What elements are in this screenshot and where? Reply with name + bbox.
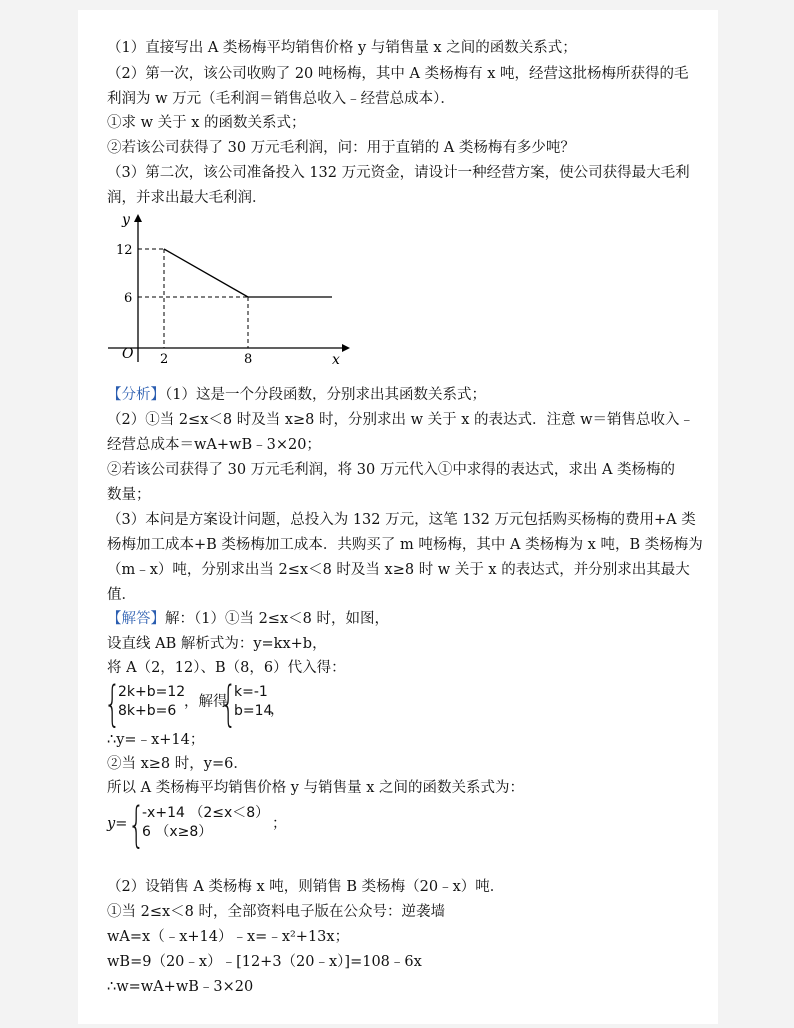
tick-label-x-2: 2 [160, 352, 169, 367]
tick-label-x-8: 8 [244, 352, 253, 367]
piecewise-y: y= [107, 816, 128, 832]
analysis-line-6: （3）本问是方案设计问题，总投入为 132 万元，这笔 132 万元包括购买杨梅的费用+A 类 [107, 512, 696, 528]
tick-label-y-12: 12 [116, 243, 133, 258]
analysis-text-1: （1）这是一个分段函数，分别求出其函数关系式； [165, 387, 486, 403]
left-brace-icon: { [104, 676, 121, 732]
solution-text-1: 解：（1）①当 2≤x＜8 时，如图， [165, 611, 389, 627]
equation-system-1 [118, 683, 185, 721]
equation-1b: 8k+b=6 [118, 703, 177, 719]
analysis-line-3: 经营总成本＝wA+wB﹣3×20； [107, 437, 321, 453]
question-2-part-2: ②若该公司获得了 30 万元毛利润，问：用于直销的 A 类杨梅有多少吨？ [107, 140, 575, 156]
solution-line-6: 所以 A 类杨梅平均销售价格 y 与销售量 x 之间的函数关系式为： [107, 780, 524, 796]
piecewise-case-2: 6 （x≥8） [142, 824, 213, 840]
solve-word: ，解得 [184, 694, 228, 710]
solution-line-2: 设直线 AB 解析式为：y=kx+b， [107, 636, 327, 652]
analysis-line-1 [107, 385, 486, 405]
y-axis-arrow-icon [134, 214, 142, 222]
part-2-line-3: wA=x（﹣x+14）﹣x=﹣x²+13x； [107, 929, 350, 945]
x-axis-arrow-icon [342, 344, 350, 352]
question-2-part-1: ①求 w 关于 x 的函数关系式； [107, 115, 306, 131]
left-brace-icon: { [128, 797, 145, 853]
solution-line-1 [107, 609, 389, 629]
left-brace-icon: { [220, 676, 237, 732]
origin-label: O [122, 346, 134, 362]
question-2-line-2: 利润为 w 万元（毛利润＝销售总收入﹣经营总成本）． [107, 91, 455, 107]
question-1: （1）直接写出 A 类杨梅平均销售价格 y 与销售量 x 之间的函数关系式； [107, 40, 577, 56]
piecewise-function [142, 804, 269, 842]
question-2-line-1: （2）第一次，该公司收购了 20 吨杨梅，其中 A 类杨梅有 x 吨，经营这批杨梅所获得的毛 [107, 66, 689, 82]
x-axis-label: x [332, 352, 340, 368]
part-2-line-4: wB=9（20﹣x）﹣[12+3（20﹣x）]=108﹣6x [107, 954, 422, 970]
question-3-line-1: （3）第二次，该公司准备投入 132 万元资金，请设计一种经营方案，使公司获得最大毛利 [107, 165, 690, 181]
analysis-line-4: ②若该公司获得了 30 万元毛利润，将 30 万元代入①中求得的表达式，求出 A 类杨梅的 [107, 462, 676, 478]
segment-ab [164, 249, 248, 297]
piecewise-case-1: -x+14 （2≤x＜8） [142, 805, 270, 821]
part-2-line-1: （2）设销售 A 类杨梅 x 吨，则销售 B 类杨梅（20﹣x）吨． [107, 879, 505, 895]
piecewise-end: ； [272, 816, 287, 832]
system-2-end: ， [270, 702, 285, 718]
solution-tag: 【解答】 [107, 611, 165, 627]
solution-line-3: 将 A（2，12）、B（8，6）代入得： [107, 660, 346, 676]
analysis-line-7: 杨梅加工成本+B 类杨梅加工成本．共购买了 m 吨杨梅，其中 A 类杨梅为 x 吨，B 类杨梅为 [107, 537, 703, 553]
analysis-line-2: （2）①当 2≤x＜8 时及当 x≥8 时，分别求出 w 关于 x 的表达式．注意 w＝销售总收入﹣ [107, 412, 695, 428]
tick-label-y-6: 6 [124, 291, 133, 306]
solution-line-5: ②当 x≥8 时，y=6． [107, 756, 248, 772]
equation-2a: k=-1 [234, 684, 268, 700]
analysis-line-9: 值． [107, 587, 136, 603]
equation-2b: b=14 [234, 703, 273, 719]
analysis-tag: 【分析】 [107, 387, 165, 403]
question-3-line-2: 润，并求出最大毛利润． [107, 190, 267, 206]
equation-1a: 2k+b=12 [118, 684, 186, 700]
part-2-line-2: ①当 2≤x＜8 时，全部资料电子版在公众号：逆袭墙 [107, 904, 445, 920]
analysis-line-5: 数量； [107, 487, 151, 503]
analysis-line-8: （m﹣x）吨，分别求出当 2≤x＜8 时及当 x≥8 时 w 关于 x 的表达式，并分别求出其最大 [107, 562, 690, 578]
part-2-line-5: ∴w=wA+wB﹣3×20 [107, 979, 254, 995]
equation-system-2 [234, 683, 272, 721]
function-graph [100, 212, 360, 372]
solution-line-4: ∴y=﹣x+14； [107, 732, 205, 748]
y-axis-label: y [122, 212, 130, 228]
